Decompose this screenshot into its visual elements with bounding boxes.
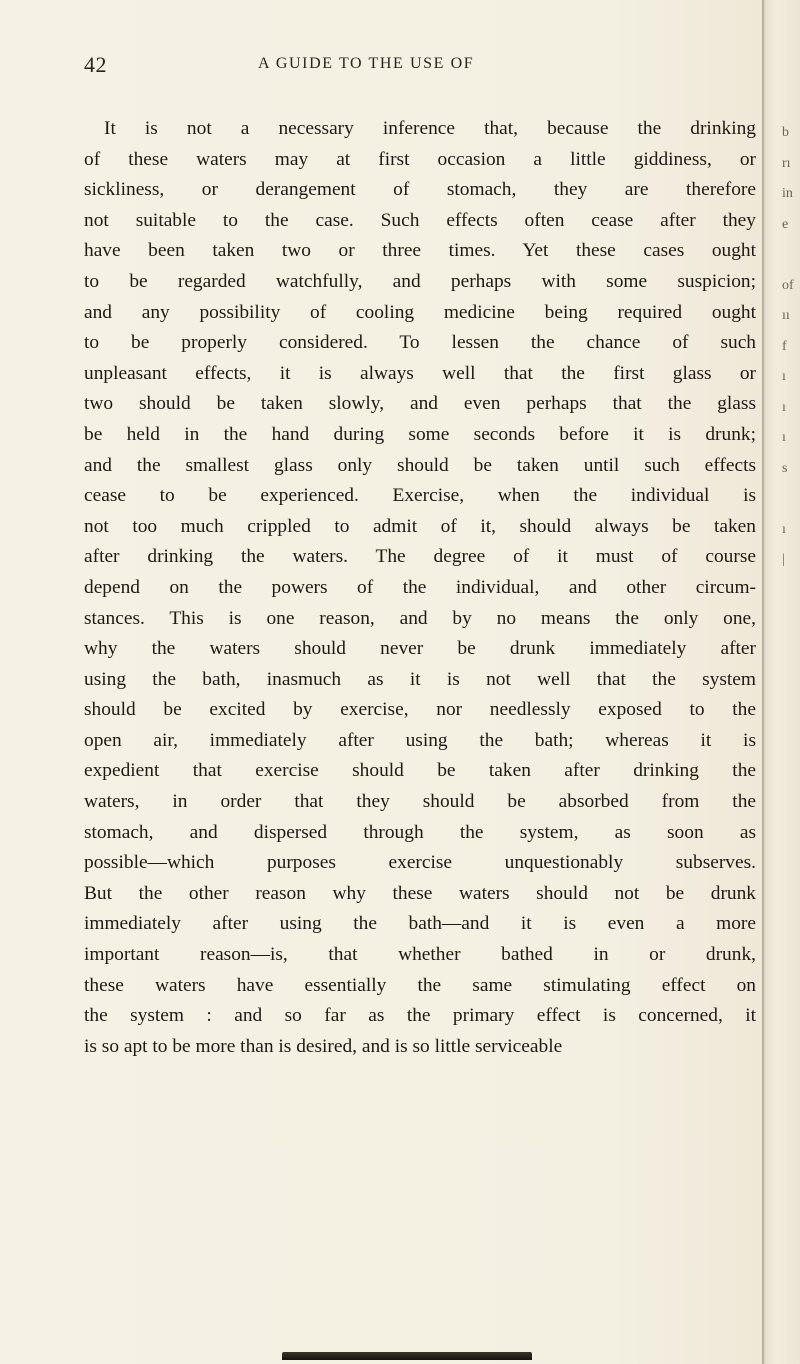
text-line: expedient that exercise should be taken after drinking the [84, 760, 756, 782]
bottom-binding-shadow [282, 1352, 532, 1360]
text-line: have been taken two or three times. Yet these cases ought [84, 240, 756, 262]
text-line: two should be taken slowly, and even perhaps that the glass [84, 393, 756, 415]
text-line: and any possibility of cooling medicine being required ought [84, 301, 756, 323]
text-line: waters, in order that they should be absorbed from the [84, 791, 756, 813]
edge-fragment: ı [782, 369, 786, 384]
text-line: of these waters may at first occasion a little giddiness, or [84, 148, 756, 170]
edge-fragment: e [782, 216, 789, 232]
text-line: cease to be experienced. Exercise, when the individual is [84, 485, 756, 507]
text-line: is so apt to be more than is desired, and is so little serviceable [84, 1035, 563, 1057]
edge-fragment: in [782, 186, 793, 201]
text-line: be held in the hand during some seconds before it is drunk; [84, 423, 756, 445]
text-line: But the other reason why these waters should not be drunk [84, 882, 756, 904]
text-line: stomach, and dispersed through the system, as soon as [84, 821, 756, 843]
text-line: not suitable to the case. Such effects often cease after they [84, 209, 756, 231]
running-head [0, 52, 766, 82]
edge-fragment [782, 240, 800, 271]
text-line: to be properly considered. To lessen the chance of such [84, 332, 756, 354]
edge-fragment: | [782, 552, 785, 567]
edge-fragment: of [782, 277, 794, 293]
text-line: It is not a necessary inference that, because the drinking [104, 118, 756, 139]
gutter-fold [762, 0, 764, 1364]
body-paragraph [84, 114, 756, 1062]
edge-fragment: b [782, 125, 789, 140]
page-number: 42 [84, 52, 107, 77]
text-line: why the waters should never be drunk immediately after [84, 638, 756, 660]
text-line: possible—which purposes exercise unquestionably subserves. [84, 852, 756, 874]
text-line: sickliness, or derangement of stomach, they are therefore [84, 179, 756, 201]
text-line: these waters have essentially the same stimulating effect on [84, 974, 756, 996]
text-line: and the smallest glass only should be taken until such effects [84, 454, 756, 476]
edge-fragment: ı [782, 521, 786, 537]
edge-fragment: rı [782, 155, 791, 171]
text-line: to be regarded watchfully, and perhaps with some suspicion; [84, 270, 756, 292]
text-line: important reason—is, that whether bathed in or drunk, [84, 944, 756, 966]
text-line: using the bath, inasmuch as it is not well that the system [84, 668, 756, 690]
text-line: after drinking the waters. The degree of it must of course [84, 546, 756, 568]
edge-fragment: ıı [782, 308, 790, 323]
edge-fragment: f [782, 338, 787, 354]
text-line: depend on the powers of the individual, and other circum- [84, 576, 756, 598]
text-line: the system : and so far as the primary effect is concerned, it [84, 1005, 756, 1027]
edge-fragment: ı [782, 430, 786, 445]
text-line: unpleasant effects, it is always well that the first glass or [84, 362, 756, 384]
facing-page-fragments [782, 118, 800, 576]
running-head-title: A GUIDE TO THE USE OF [258, 55, 475, 72]
text-line: stances. This is one reason, and by no means the only one, [84, 607, 756, 629]
text-line: open air, immediately after using the bath; whereas it is [84, 729, 756, 751]
text-line: should be excited by exercise, nor needlessly exposed to the [84, 699, 756, 721]
text-line: not too much crippled to admit of it, should always be taken [84, 515, 756, 537]
text-line: immediately after using the bath—and it is even a more [84, 913, 756, 935]
edge-fragment [782, 484, 800, 515]
edge-fragment: ı [782, 399, 786, 415]
edge-fragment: s [782, 460, 788, 476]
